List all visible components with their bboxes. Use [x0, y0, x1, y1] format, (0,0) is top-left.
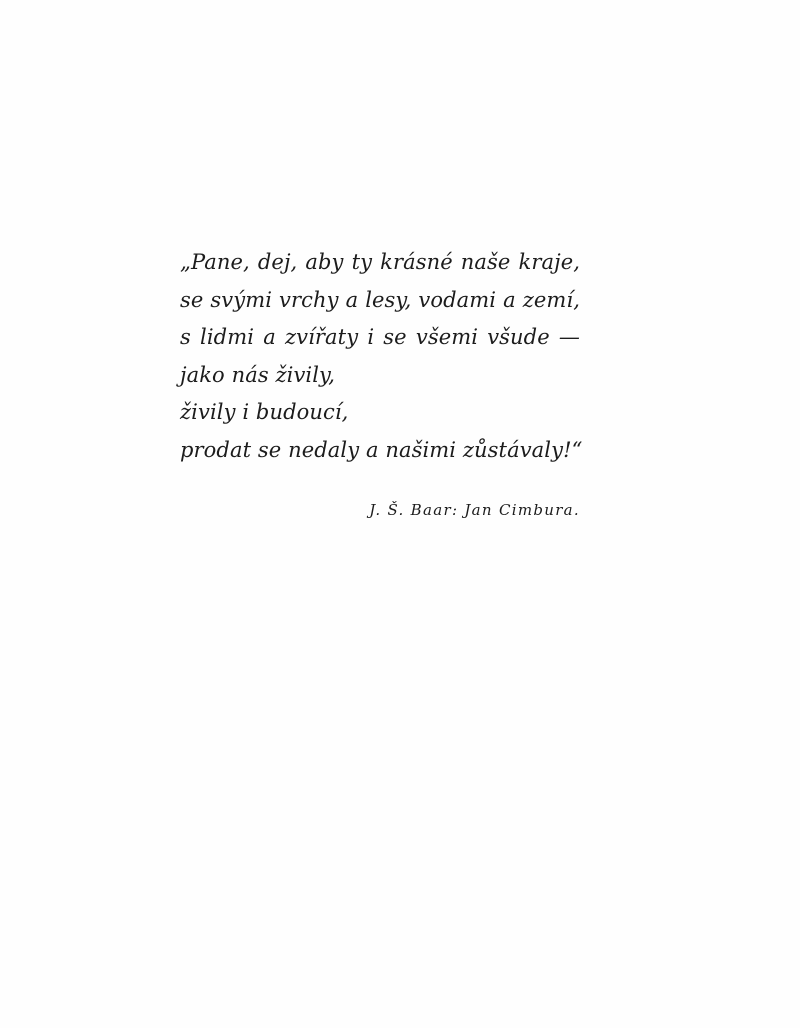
poem-line-3: s lidmi a zvířaty i se všemi všude — [180, 325, 580, 349]
poem-line-4: jako nás živily, [180, 362, 335, 387]
poem-line-5: živily i budoucí, [180, 400, 349, 424]
attribution: J. Š. Baar: Jan Cimbura. [369, 501, 580, 519]
poem-quote [180, 244, 600, 469]
poem-line-6: prodat se nedaly a našimi zůstávaly!“ [180, 437, 583, 462]
poem-line-2: se svými vrchy a lesy, vodami a zemí, [180, 287, 580, 312]
poem-line-1: „Pane, dej, aby ty krásné naše kraje, [180, 250, 580, 274]
